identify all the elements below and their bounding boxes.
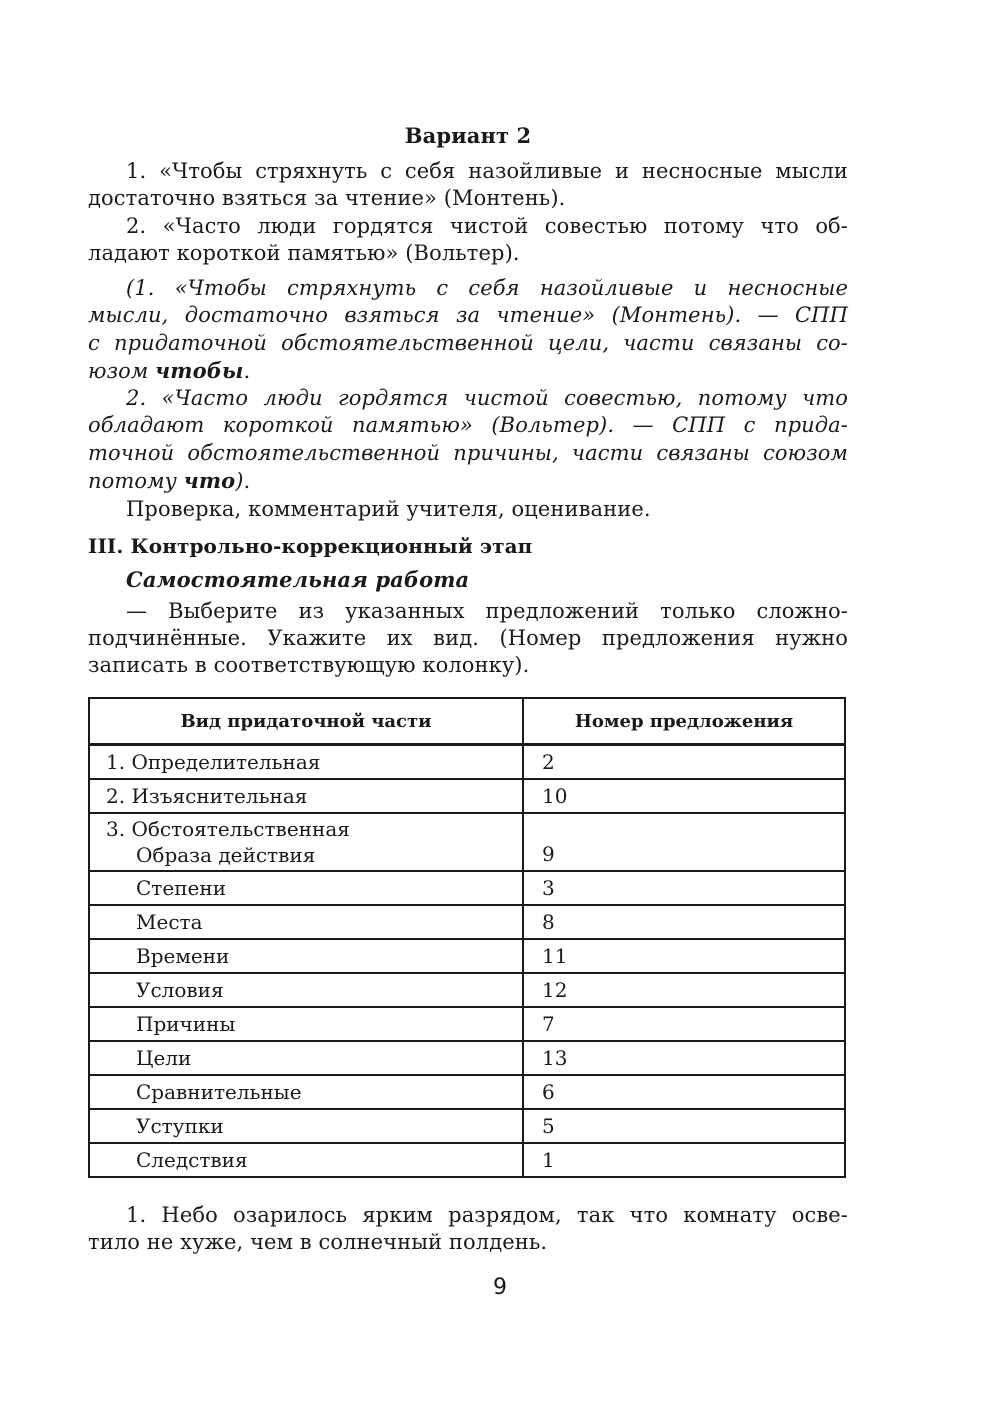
instruction-line-2: подчинённые. Укажите их вид. (Номер предложения нужно: [88, 626, 848, 650]
table-row: [90, 939, 844, 973]
table-row: [90, 1075, 844, 1109]
sentence-number: 1: [523, 1143, 844, 1176]
answer-1-line-1: (1. «Чтобы стряхнуть с себя назойливые и несносные: [126, 276, 848, 300]
clause-type: Уступки: [90, 1109, 523, 1143]
clause-type-sub: Образа действия: [136, 843, 316, 867]
clause-type: Времени: [90, 939, 523, 973]
answer-1-suffix: .: [243, 359, 251, 383]
answer-1-line-2: мысли, достаточно взяться за чтение» (Монтень). — СПП: [88, 303, 848, 327]
task-sentence-1-line-1: 1. «Чтобы стряхнуть с себя назойливые и несносные мысли: [126, 159, 848, 183]
sentence-number: 2: [523, 745, 844, 780]
answer-2-conjunction: что: [183, 468, 236, 493]
instruction-line-3: записать в соответствующую колонку).: [88, 653, 530, 677]
table-row: [90, 871, 844, 905]
table-row: [90, 905, 844, 939]
task-sentence-1-line-2: достаточно взяться за чтение» (Монтень).: [88, 186, 566, 210]
sentence-number: 5: [523, 1109, 844, 1143]
clause-type-table: [88, 697, 846, 1178]
subheading: Самостоятельная работа: [126, 567, 470, 592]
answer-2-line-1: 2. «Часто люди гордятся чистой совестью, потому что: [126, 386, 848, 410]
clause-type: Условия: [90, 973, 523, 1007]
table-header-row: [90, 699, 844, 745]
table-row: [90, 745, 844, 780]
task-sentence-2-line-1: 2. «Часто люди гордятся чистой совестью потому что об-: [126, 214, 848, 238]
sentence-number: 12: [523, 973, 844, 1007]
clause-type: Места: [90, 905, 523, 939]
variant-title: Вариант 2: [404, 123, 532, 148]
table-row: [90, 973, 844, 1007]
clause-type-main: 3. Обстоятельственная: [106, 817, 350, 841]
header-clause-type: Вид придаточной части: [90, 699, 523, 745]
answer-1-line-4: [88, 357, 848, 385]
sentence-number: 11: [523, 939, 844, 973]
table-row: [90, 813, 844, 871]
sentence-number: 8: [523, 905, 844, 939]
task-sentence-2-line-2: ладают короткой памятью» (Вольтер).: [88, 241, 520, 265]
sentence-number: 6: [523, 1075, 844, 1109]
exercise-sentence-line-2: тило не хуже, чем в солнечный полдень.: [88, 1230, 548, 1254]
answer-1-prefix: юзом: [88, 359, 156, 383]
table-row: [90, 1007, 844, 1041]
instruction-line-1: — Выберите из указанных предложений только сложно-: [126, 599, 848, 623]
page-number: 9: [493, 1275, 507, 1300]
section-heading: III. Контрольно-коррекционный этап: [88, 534, 533, 558]
clause-type: Сравнительные: [90, 1075, 523, 1109]
sentence-number: 7: [523, 1007, 844, 1041]
sentence-number: 9: [523, 813, 844, 871]
check-line: Проверка, комментарий учителя, оценивание.: [126, 497, 651, 521]
exercise-sentence-line-1: 1. Небо озарилось ярким разрядом, так что комнату осве-: [126, 1203, 848, 1227]
table-row: [90, 1109, 844, 1143]
table-row: [90, 1041, 844, 1075]
table-row: [90, 779, 844, 813]
clause-type: Следствия: [90, 1143, 523, 1176]
answer-2-line-4: [88, 467, 848, 495]
answer-2-prefix: потому: [88, 469, 184, 493]
clause-type: Цели: [90, 1041, 523, 1075]
sentence-number: 13: [523, 1041, 844, 1075]
answer-1-line-3: с придаточной обстоятельственной цели, части связаны со-: [88, 331, 848, 355]
answer-2-line-2: обладают короткой памятью» (Вольтер). — СПП с прида-: [88, 413, 848, 437]
clause-type: Причины: [90, 1007, 523, 1041]
clause-type: 2. Изъяснительная: [90, 779, 523, 813]
sentence-number: 10: [523, 779, 844, 813]
answer-2-suffix: ).: [235, 469, 251, 493]
clause-type: [90, 813, 523, 871]
answer-1-conjunction: чтобы: [155, 358, 244, 383]
header-sentence-number: Номер предложения: [523, 699, 844, 745]
table-row: [90, 1143, 844, 1176]
clause-type: 1. Определительная: [90, 745, 523, 780]
answer-2-line-3: точной обстоятельственной причины, части связаны союзом: [88, 441, 848, 465]
clause-type: Степени: [90, 871, 523, 905]
sentence-number: 3: [523, 871, 844, 905]
